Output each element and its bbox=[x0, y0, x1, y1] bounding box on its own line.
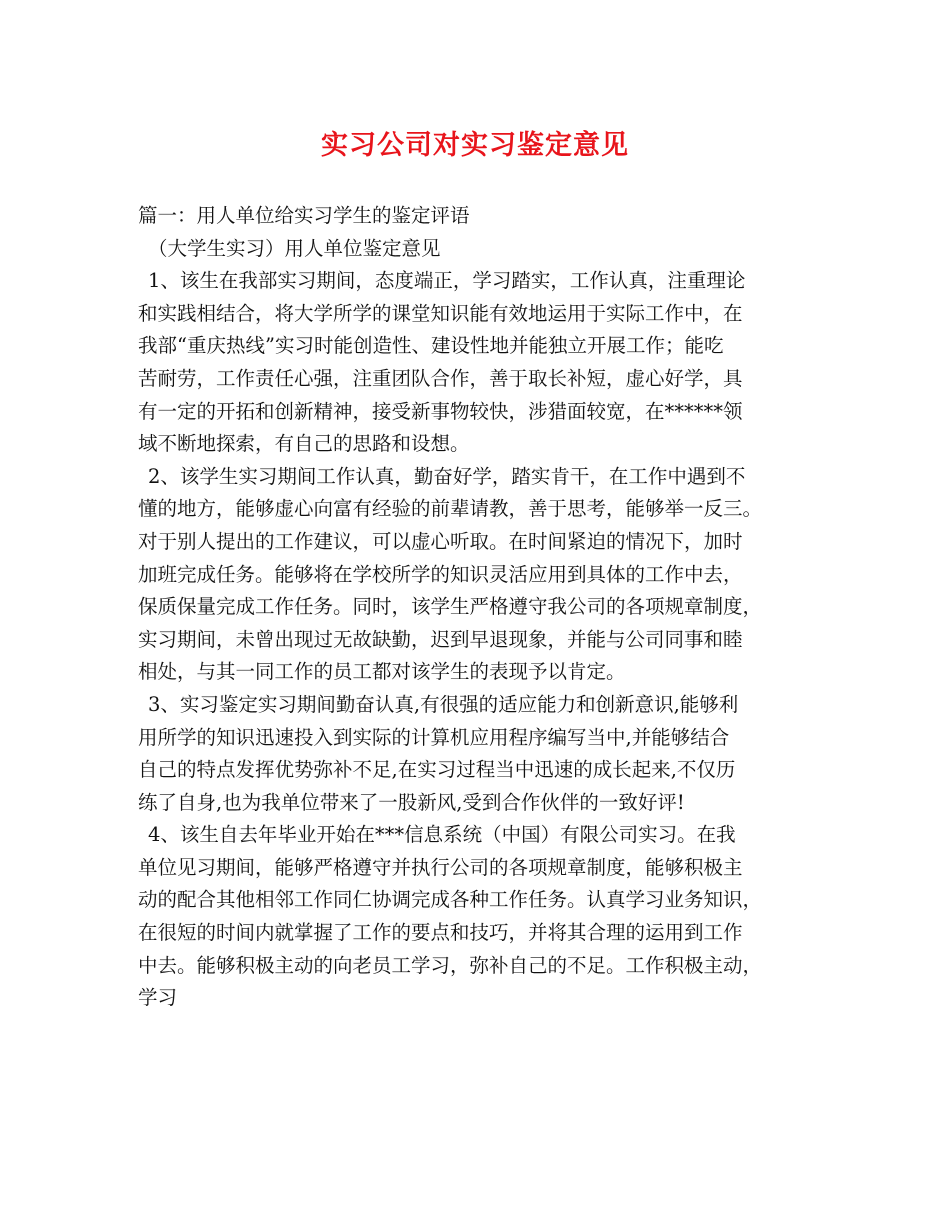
text-line: 学习 bbox=[138, 986, 178, 1010]
text-line: 懂的地方，能够虚心向富有经验的前辈请教，善于思考，能够举一反三。 bbox=[138, 497, 763, 521]
text-line: 在很短的时间内就掌握了工作的要点和技巧，并将其合理的运用到工作 bbox=[138, 921, 743, 945]
text-line: （大学生实习）用人单位鉴定意见 bbox=[148, 236, 441, 260]
text-line: 对于别人提出的工作建议，可以虚心听取。在时间紧迫的情况下，加时 bbox=[138, 529, 743, 553]
text-line: 1、该生在我部实习期间，态度端正，学习踏实，工作认真，注重理论 bbox=[148, 269, 746, 293]
text-line: 单位见习期间，能够严格遵守并执行公司的各项规章制度，能够积极主 bbox=[138, 855, 743, 879]
text-line: 2、该学生实习期间工作认真，勤奋好学，踏实肯干，在工作中遇到不 bbox=[148, 464, 746, 488]
text-line: 实习期间，未曾出现过无故缺勤，迟到早退现象，并能与公司同事和睦 bbox=[138, 627, 743, 651]
text-line: 练了自身,也为我单位带来了一股新风,受到合作伙伴的一致好评! bbox=[138, 790, 685, 814]
text-line: 篇一：用人单位给实习学生的鉴定评语 bbox=[138, 204, 470, 227]
document-title: 实习公司对实习鉴定意见 bbox=[321, 130, 629, 161]
text-line: 苦耐劳，工作责任心强，注重团队合作，善于取长补短，虚心好学，具 bbox=[138, 366, 743, 390]
text-line: 我部“重庆热线”实习时能创造性、建设性地并能独立开展工作；能吃 bbox=[138, 334, 724, 358]
text-line: 域不断地探索，有自己的思路和设想。 bbox=[138, 432, 470, 456]
document-body bbox=[138, 200, 818, 1015]
text-line: 保质保量完成工作任务。同时，该学生严格遵守我公司的各项规章制度， bbox=[138, 595, 763, 619]
text-line: 有一定的开拓和创新精神，接受新事物较快，涉猎面较宽，在******领 bbox=[138, 399, 743, 423]
text-line: 3、实习鉴定实习期间勤奋认真,有很强的适应能力和创新意识,能够利 bbox=[148, 692, 739, 716]
text-line: 动的配合其他相邻工作同仁协调完成各种工作任务。认真学习业务知识， bbox=[138, 888, 763, 912]
text-line: 中去。能够积极主动的向老员工学习，弥补自己的不足。工作积极主动， bbox=[138, 953, 763, 977]
text-line: 4、该生自去年毕业开始在***信息系统（中国）有限公司实习。在我 bbox=[148, 823, 736, 847]
text-line: 加班完成任务。能够将在学校所学的知识灵活应用到具体的工作中去， bbox=[138, 562, 743, 586]
text-line: 用所学的知识迅速投入到实际的计算机应用程序编写当中,并能够结合 bbox=[138, 725, 730, 749]
text-line: 相处，与其一同工作的员工都对该学生的表现予以肯定。 bbox=[138, 660, 626, 684]
text-line: 自己的特点发挥优势弥补不足,在实习过程当中迅速的成长起来,不仅历 bbox=[138, 758, 736, 782]
text-line: 和实践相结合，将大学所学的课堂知识能有效地运用于实际工作中，在 bbox=[138, 301, 743, 325]
